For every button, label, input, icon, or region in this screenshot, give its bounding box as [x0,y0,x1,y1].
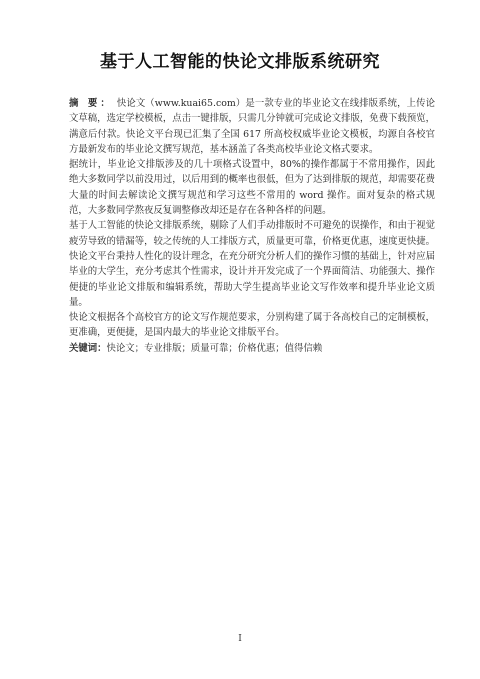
keywords-text: 快论文；专业排版；质量可靠；价格优惠；值得信赖 [106,342,323,354]
keywords-label: 关键词： [69,342,107,354]
abstract-label: 摘 要： [69,98,113,109]
document-title: 基于人工智能的快论文排版系统研究 [100,52,380,72]
page-number: I [238,634,242,644]
document-body [69,96,435,356]
keywords-paragraph [69,341,435,356]
abstract-paragraph [69,96,435,157]
paragraph-statistics: 据统计，毕业论文排版涉及的几十项格式设置中，80%的操作都属于不常用操作，因此绝大多数同学以前没用过，以后用到的概率也很低，但为了达到排版的规范，却需要花费大量的时间去解读论文撰写规范和学习这些不常用的 word 操作。面对复杂的格式规范，大多数同学熬夜反复调整修改却还是存在各种各样的问题。 [69,159,435,217]
abstract-text: 快论文（www.kuai65.com）是一款专业的毕业论文在线排版系统，上传论文草稿，选定学校模板，点击一键排版，只需几分钟就可完成论文排版，免费下载预览，满意后付款。快论文平台现已汇集了全国 617 所高校权威毕业论文模板，均源自各校官方最新发布的毕业论文撰写规范，基本涵盖了各类高校毕业论文格式要求。 [69,98,435,155]
paragraph-templates: 快论文根据各个高校官方的论文写作规范要求，分别构建了属于各高校自己的定制模板，更准确，更便捷，是国内最大的毕业论文排版平台。 [69,312,435,339]
paragraph-ai-system: 基于人工智能的快论文排版系统，剔除了人们手动排版时不可避免的误操作，和由于视觉疲劳导致的错漏等，较之传统的人工排版方式，质量更可靠，价格更优惠，速度更快捷。快论文平台秉持人性化的设计理念，在充分研究分析人们的操作习惯的基础上，针对应届毕业的大学生，充分考虑其个性需求，设计并开发完成了一个界面简洁、功能强大、操作便捷的毕业论文排版和编辑系统，帮助大学生提高毕业论文写作效率和提升毕业论文质量。 [69,220,435,308]
